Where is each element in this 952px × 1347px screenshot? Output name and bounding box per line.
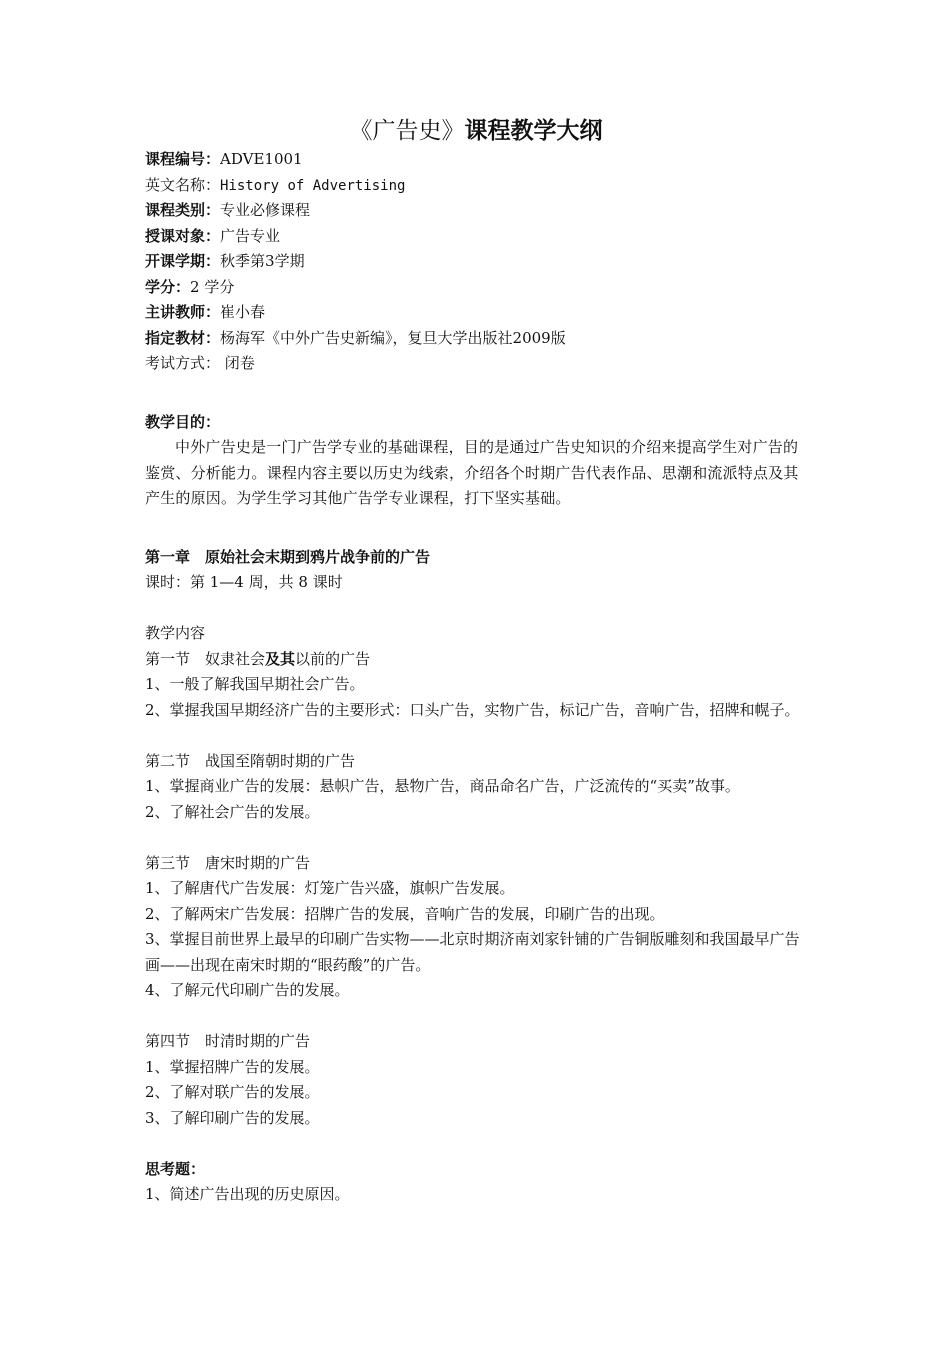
teacher-value: 崔小春 — [220, 303, 266, 321]
section-title: 第三节 唐宋时期的广告 — [145, 853, 311, 872]
category-label: 课程类别 — [145, 201, 206, 219]
list-item: 1、掌握招牌广告的发展。 — [145, 1057, 320, 1076]
questions-heading-row: 思考题： — [145, 1159, 206, 1178]
credit-value: 2 学分 — [190, 277, 235, 296]
title-suffix: 课程教学大纲 — [464, 117, 603, 144]
list-item: 2、了解社会广告的发展。 — [145, 802, 320, 821]
purpose-heading-row: 教学目的： — [145, 412, 221, 431]
course-code-row: 课程编号：ADVE1001 — [145, 150, 303, 168]
category-value: 专业必修课程 — [220, 201, 311, 219]
list-item: 2、了解对联广告的发展。 — [145, 1083, 320, 1101]
category-row: 课程类别：专业必修课程 — [145, 201, 311, 219]
teaching-content-label: 教学内容 — [145, 624, 206, 642]
course-code-value: ADVE1001 — [220, 150, 303, 168]
english-name-label: 英文名称： — [145, 175, 221, 194]
exam-row — [145, 351, 810, 377]
semester-row: 开课学期：秋季第3学期 — [145, 252, 305, 270]
title-book-name: 《广告史》 — [349, 118, 465, 144]
list-item: 3、掌握目前世界上最早的印刷广告实物——北京时期济南刘家针铺的广告铜版雕刻和我国最早广告画——出现在南宋时期的“眼药酸”的广告。 — [145, 930, 800, 974]
teacher-row: 主讲教师：崔小春 — [145, 303, 266, 321]
english-name-value: History of Advertising — [220, 177, 406, 194]
purpose-heading: 教学目的 — [145, 412, 206, 431]
credit-label: 学分 — [145, 277, 176, 296]
purpose-paragraph: 中外广告史是一门广告学专业的基础课程，目的是通过广告史知识的介绍来提高学生对广告的鉴赏、分析能力。课程内容主要以历史为线索，介绍各个时期广告代表作品、思潮和流派特点及其产生的原因。为学生学习其他广告学专业课程，打下坚实基础。 — [145, 438, 799, 507]
exam-label: 考试方式： — [145, 354, 221, 372]
audience-row: 授课对象：广告专业 — [145, 226, 281, 245]
course-code-label: 课程编号 — [145, 150, 206, 168]
semester-value: 秋季第3学期 — [220, 252, 305, 270]
list-item: 4、了解元代印刷广告的发展。 — [145, 981, 350, 999]
section-title: 第一节 奴隶社会及其以前的广告 — [145, 649, 371, 668]
section-title: 第二节 战国至隋朝时期的广告 — [145, 751, 356, 770]
question-item: 1、简述广告出现的历史原因。 — [145, 1185, 350, 1203]
semester-label: 开课学期 — [145, 252, 206, 270]
document-body — [145, 147, 810, 1208]
textbook-row: 指定教材：杨海军《中外广告史新编》，复旦大学出版社2009版 — [145, 328, 566, 347]
list-item: 1、了解唐代广告发展：灯笼广告兴盛，旗帜广告发展。 — [145, 879, 515, 897]
exam-value: 闭卷 — [220, 354, 255, 372]
list-item: 1、一般了解我国早期社会广告。 — [145, 675, 365, 693]
audience-value: 广告专业 — [220, 226, 281, 245]
list-item: 2、了解两宋广告发展：招牌广告的发展，音响广告的发展，印刷广告的出现。 — [145, 904, 665, 923]
list-item: 1、掌握商业广告的发展：悬帜广告，悬物广告，商品命名广告，广泛流传的“买卖”故事。 — [145, 777, 740, 795]
list-item: 3、了解印刷广告的发展。 — [145, 1108, 320, 1127]
credit-row: 学分：2 学分 — [145, 277, 235, 296]
audience-label: 授课对象 — [145, 226, 206, 245]
english-name-row — [145, 173, 810, 199]
textbook-label: 指定教材 — [145, 328, 206, 347]
chapter-heading: 第一章 原始社会末期到鸦片战争前的广告 — [145, 547, 431, 566]
teacher-label: 主讲教师 — [145, 303, 206, 321]
list-item: 2、掌握我国早期经济广告的主要形式：口头广告，实物广告，标记广告，音响广告，招牌和幌子。 — [145, 700, 800, 719]
textbook-value: 杨海军《中外广告史新编》，复旦大学出版社2009版 — [220, 328, 566, 347]
questions-heading: 思考题 — [145, 1159, 191, 1178]
chapter-hours: 课时：第 1—4 周，共 8 课时 — [145, 573, 343, 591]
document-title — [0, 116, 952, 146]
section-title: 第四节 时清时期的广告 — [145, 1032, 311, 1050]
